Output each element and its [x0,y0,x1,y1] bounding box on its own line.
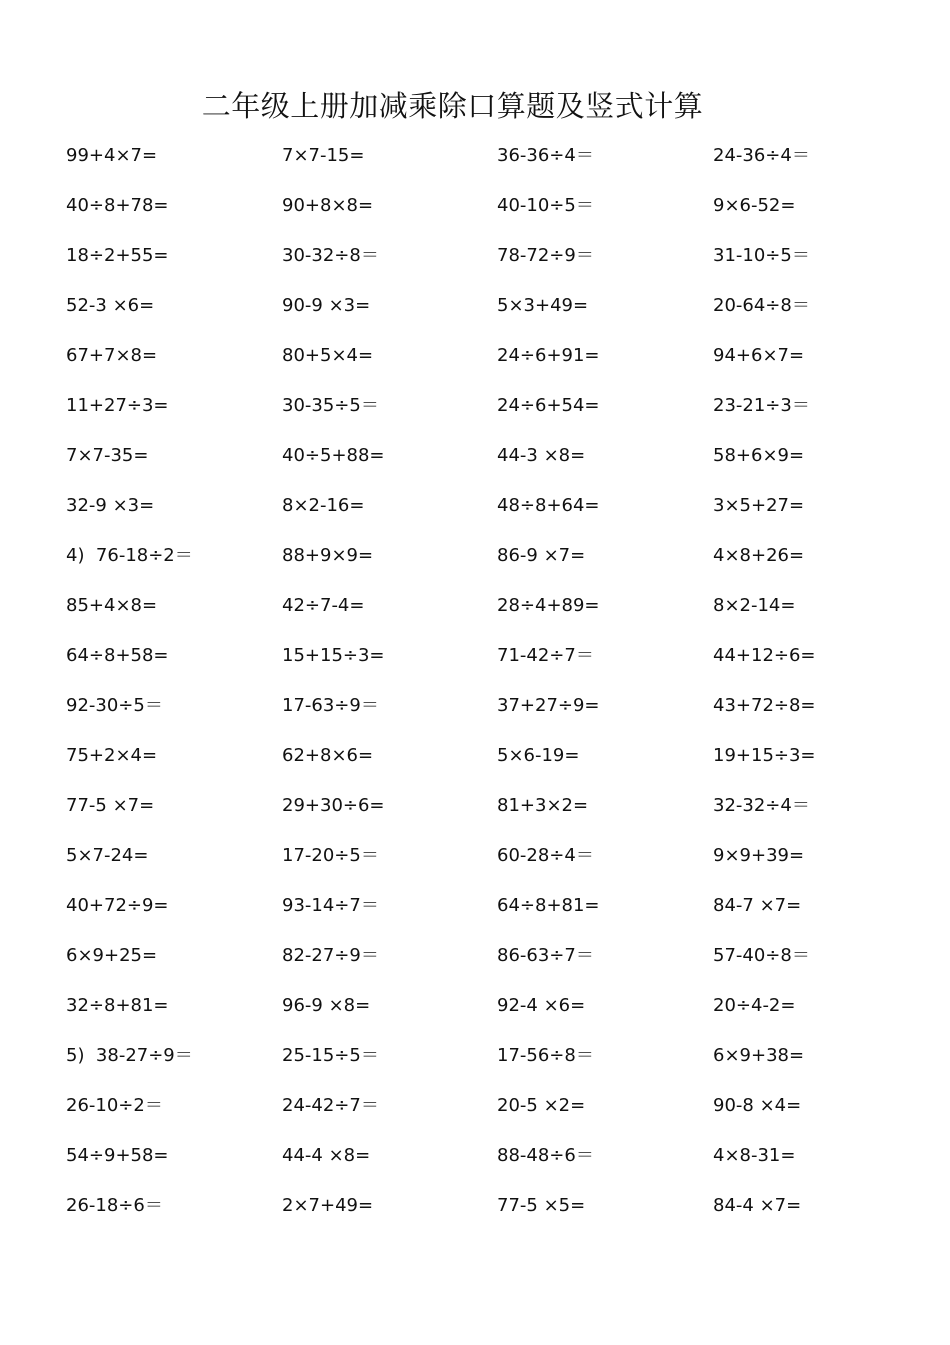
arithmetic-problem: 7×7-15= [282,145,365,166]
arithmetic-problem: 93-14÷7＝ [282,895,379,916]
arithmetic-problem: 90-9 ×3= [282,295,371,316]
arithmetic-problem: 77-5 ×7= [66,795,155,816]
arithmetic-problem: 77-5 ×5= [497,1195,586,1216]
arithmetic-problem: 15+15÷3= [282,645,385,666]
arithmetic-problem: 40-10÷5＝ [497,195,594,216]
arithmetic-problem: 60-28÷4＝ [497,845,594,866]
arithmetic-problem: 90-8 ×4= [713,1095,802,1116]
arithmetic-problem: 8×2-14= [713,595,796,616]
arithmetic-problem: 7×7-35= [66,445,149,466]
arithmetic-problem: 37+27÷9= [497,695,600,716]
arithmetic-problem: 17-20÷5＝ [282,845,379,866]
arithmetic-problem: 25-15÷5＝ [282,1045,379,1066]
arithmetic-problem: 17-63÷9＝ [282,695,379,716]
arithmetic-problem: 64÷8+81= [497,895,600,916]
arithmetic-problem: 20-5 ×2= [497,1095,586,1116]
arithmetic-problem: 86-63÷7＝ [497,945,594,966]
arithmetic-problem: 20÷4-2= [713,995,796,1016]
arithmetic-problem: 23-21÷3＝ [713,395,810,416]
arithmetic-problem: 48÷8+64= [497,495,600,516]
arithmetic-problem: 4×8-31= [713,1145,796,1166]
page-title: 二年级上册加减乘除口算题及竖式计算 [201,89,704,123]
arithmetic-problem: 5×7-24= [66,845,149,866]
arithmetic-problem: 64÷8+58= [66,645,169,666]
arithmetic-problem: 43+72÷8= [713,695,816,716]
arithmetic-problem: 5) 38-27÷9＝ [66,1045,193,1066]
arithmetic-problem: 99+4×7= [66,145,158,166]
arithmetic-problem: 9×6-52= [713,195,796,216]
arithmetic-problem: 6×9+38= [713,1045,805,1066]
arithmetic-problem: 88+9×9= [282,545,374,566]
arithmetic-problem: 82-27÷9＝ [282,945,379,966]
arithmetic-problem: 8×2-16= [282,495,365,516]
arithmetic-problem: 85+4×8= [66,595,158,616]
arithmetic-problem: 44-4 ×8= [282,1145,371,1166]
arithmetic-problem: 75+2×4= [66,745,158,766]
arithmetic-problem: 4×8+26= [713,545,805,566]
arithmetic-problem: 26-18÷6＝ [66,1195,163,1216]
arithmetic-problem: 17-56÷8＝ [497,1045,594,1066]
arithmetic-problem: 81+3×2= [497,795,589,816]
arithmetic-problem: 31-10÷5＝ [713,245,810,266]
arithmetic-problem: 54÷9+58= [66,1145,169,1166]
arithmetic-problem: 26-10÷2＝ [66,1095,163,1116]
arithmetic-problem: 24÷6+54= [497,395,600,416]
arithmetic-problem: 4) 76-18÷2＝ [66,545,193,566]
arithmetic-problem: 44-3 ×8= [497,445,586,466]
arithmetic-problem: 92-30÷5＝ [66,695,163,716]
arithmetic-problem: 96-9 ×8= [282,995,371,1016]
arithmetic-problem: 57-40÷8＝ [713,945,810,966]
arithmetic-problem: 3×5+27= [713,495,805,516]
arithmetic-problem: 44+12÷6= [713,645,816,666]
arithmetic-problem: 36-36÷4＝ [497,145,594,166]
arithmetic-problem: 24÷6+91= [497,345,600,366]
arithmetic-problem: 11+27÷3= [66,395,169,416]
arithmetic-problem: 40+72÷9= [66,895,169,916]
arithmetic-problem: 90+8×8= [282,195,374,216]
arithmetic-problem: 40÷5+88= [282,445,385,466]
arithmetic-problem: 6×9+25= [66,945,158,966]
arithmetic-problem: 5×3+49= [497,295,589,316]
arithmetic-problem: 84-7 ×7= [713,895,802,916]
arithmetic-problem: 20-64÷8＝ [713,295,810,316]
arithmetic-problem: 62+8×6= [282,745,374,766]
arithmetic-problem: 32-32÷4＝ [713,795,810,816]
arithmetic-problem: 58+6×9= [713,445,805,466]
problem-grid [66,140,928,1240]
arithmetic-problem: 40÷8+78= [66,195,169,216]
arithmetic-problem: 30-32÷8＝ [282,245,379,266]
arithmetic-problem: 28÷4+89= [497,595,600,616]
arithmetic-problem: 86-9 ×7= [497,545,586,566]
arithmetic-problem: 78-72÷9＝ [497,245,594,266]
arithmetic-problem: 94+6×7= [713,345,805,366]
arithmetic-problem: 2×7+49= [282,1195,374,1216]
arithmetic-problem: 42÷7-4= [282,595,365,616]
arithmetic-problem: 29+30÷6= [282,795,385,816]
arithmetic-problem: 5×6-19= [497,745,580,766]
arithmetic-problem: 19+15÷3= [713,745,816,766]
arithmetic-problem: 32÷8+81= [66,995,169,1016]
arithmetic-problem: 80+5×4= [282,345,374,366]
arithmetic-problem: 32-9 ×3= [66,495,155,516]
arithmetic-problem: 18÷2+55= [66,245,169,266]
arithmetic-problem: 84-4 ×7= [713,1195,802,1216]
arithmetic-problem: 88-48÷6＝ [497,1145,594,1166]
arithmetic-problem: 24-36÷4＝ [713,145,810,166]
arithmetic-problem: 67+7×8= [66,345,158,366]
arithmetic-problem: 24-42÷7＝ [282,1095,379,1116]
arithmetic-problem: 9×9+39= [713,845,805,866]
arithmetic-problem: 92-4 ×6= [497,995,586,1016]
arithmetic-problem: 30-35÷5＝ [282,395,379,416]
arithmetic-problem: 52-3 ×6= [66,295,155,316]
arithmetic-problem: 71-42÷7＝ [497,645,594,666]
